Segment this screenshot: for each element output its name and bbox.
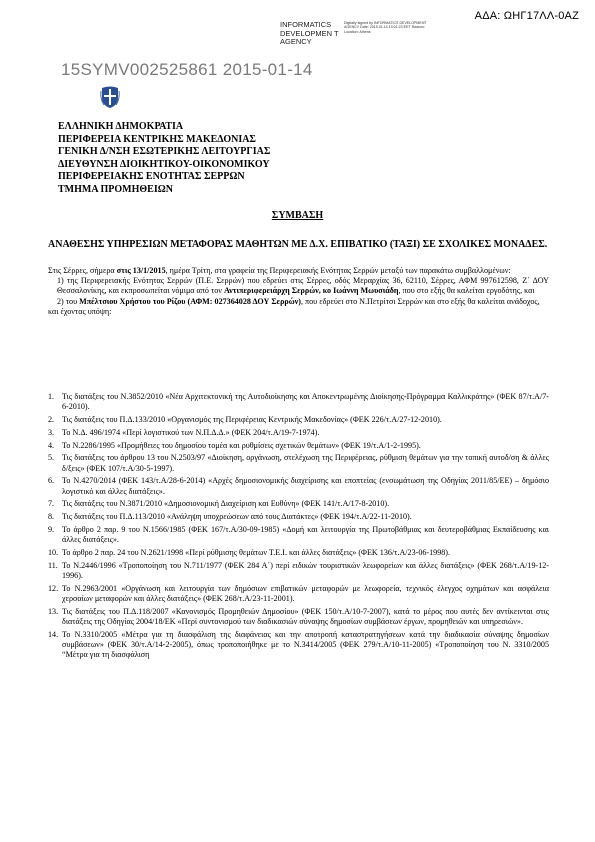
- list-item-number: 2.: [48, 415, 55, 424]
- greek-coat-of-arms-icon: [100, 85, 120, 109]
- contract-subject: ΑΝΑΘΕΣΗΣ ΥΠΗΡΕΣΙΩΝ ΜΕΤΑΦΟΡΑΣ ΜΑΘΗΤΩΝ ΜΕ Δ.Χ. ΕΠΙΒΑΤΙΚΟ (ΤΑΞΙ) ΣΕ ΣΧΟΛΙΚΕΣ ΜΟΝΑΔΕΣ.: [48, 239, 548, 250]
- list-item: [48, 453, 549, 473]
- list-item: [48, 548, 549, 558]
- list-item-text: Τις διατάξεις του Π.Δ.133/2010 «Οργανισμός της Περιφέρειας Κεντρικής Μακεδονίας» (ΦΕΚ 226/τ.Α/27-12-2010).: [62, 415, 442, 424]
- list-item: [48, 630, 549, 661]
- considering-line: και έχοντας υπόψη:: [48, 306, 112, 316]
- ada-code: ΑΔΑ: ΩΗΓ17ΛΛ-0ΑΖ: [474, 10, 579, 22]
- list-item: [48, 525, 549, 545]
- list-item-text: Τις διατάξεις του άρθρου 13 του Ν.2503/97 «Διοίκηση, οργάνωση, στελέχωση της Περιφέρειας, ρύθμιση θεμάτων για την τοπική αυτοδ/ση & άλλες δ/ξεις» (ΦΕΚ 107/τ.Α/30-5-1997).: [62, 453, 549, 473]
- contract-intro: [48, 266, 549, 317]
- list-item-number: 14.: [48, 629, 59, 639]
- list-item-text: Το Ν.2446/1996 «Τροποποίηση του Ν.711/1977 (ΦΕΚ 284 Α΄) περί ειδικών τουριστικών λεωφορείων και άλλες διατάξεις» (ΦΕΚ 268/τ.Α/19-12-1996).: [62, 560, 549, 580]
- digital-signature-block: [280, 19, 440, 59]
- list-item-number: 3.: [48, 427, 55, 437]
- header-line: ΕΛΛΗΝΙΚΗ ΔΗΜΟΚΡΑΤΙΑ: [58, 121, 184, 132]
- header-line: ΓΕΝΙΚΗ Δ/ΝΣΗ ΕΣΩΤΕΡΙΚΗΣ ΛΕΙΤΟΥΡΓΙΑΣ: [58, 146, 271, 158]
- protocol-number: 15SYMV002525861 2015-01-14: [61, 60, 313, 79]
- list-item-number: 12.: [48, 583, 59, 593]
- list-item: [48, 512, 549, 522]
- list-item-text: Το άρθρο 2 παρ. 24 του Ν.2621/1998 «Περί ρύθμισης θεμάτων Τ.Ε.Ι. και άλλες διατάξεις» (ΦΕΚ 136/τ.Α/23-06-1998).: [62, 547, 451, 557]
- list-item-number: 7.: [48, 499, 55, 509]
- list-item: [48, 476, 549, 496]
- header-line: ΠΕΡΙΦΕΡΕΙΑΚΗΣ ΕΝΟΤΗΤΑΣ ΣΕΡΡΩΝ: [58, 171, 245, 183]
- intro-paragraph: Στις Σέρρες, σήμερα στις 13/1/2015, ημέρα Τρίτη, στα γραφεία της Περιφερειακής Ενότητας Σερρών μεταξύ των παρακάτω συμβαλλομένων:: [48, 266, 511, 275]
- list-item-number: 4.: [48, 440, 55, 450]
- signature-org: INFORMATICS DEVELOPMEN T AGENCY: [280, 20, 339, 46]
- list-item: [48, 584, 549, 604]
- header-line: ΠΕΡΙΦΕΡΕΙΑ ΚΕΝΤΡΙΚΗΣ ΜΑΚΕΔΟΝΙΑΣ: [58, 133, 256, 145]
- list-item-number: 8.: [48, 512, 55, 522]
- party-contractor: 2) του Μπέλτσιου Χρήστου του Ρίζου (ΑΦΜ: 027364028 ΔΟΥ Σερρών), που εδρεύει στο Ν.Πετρίτσι Σερρών και στο εξής θα καλείται ανάδοχος,: [57, 296, 540, 306]
- list-item-text: Τις διατάξεις του Ν.3852/2010 «Νέα Αρχιτεκτονική της Αυτοδιοίκησης και Αποκεντρωμένης Διοίκησης-Πρόγραμμα Καλλικράτης» (ΦΕΚ 87/τ.Α/7-6-2010).: [62, 392, 549, 412]
- list-item-number: 5.: [48, 453, 55, 463]
- list-item-text: Τις διατάξεις του Π.Δ.118/2007 «Κανονισμός Προμηθειών Δημοσίου» (ΦΕΚ 150/τ.Α/10-7-2007), κατά το μέρος που αυτές δεν αντίκεινται στις διατάξεις της Οδηγίας 2004/18/ΕΚ «Περί συντονισμού των διαδικασιών σύναψης δημοσίων συμβάσεων έργων, προμηθειών και υπηρεσιών».: [62, 606, 549, 626]
- employer-representative: Αντιπεριφερειάρχη Σερρών, κο Ιωάννη Μωυσιάδη: [223, 286, 399, 296]
- list-item: [48, 561, 549, 581]
- header-line: ΔΙΕΥΘΥΝΣΗ ΔΙΟΙΚΗΤΙΚΟΥ-ΟΙΚΟΝΟΜΙΚΟΥ: [58, 158, 270, 170]
- issuer-header: [58, 121, 270, 197]
- considerations-list: [48, 392, 549, 663]
- list-item-text: Το Ν.3310/2005 «Μέτρα για τη διασφάλιση της διαφάνειας και την αποτροπή καταστρατηγήσεων κατά την διαδικασία σύναψης δημοσίων συμβάσεων» (ΦΕΚ 30/τ.Α/14-2-2005), όπως τροποποιήθηκε με το Ν.3414/2005 (ΦΕΚ 279/τ.Α/10-11-2005) «Τροποποίηση του Ν. 3310/2005 “Μέτρα για τη διασφάλιση: [62, 629, 549, 660]
- list-item: [48, 428, 549, 438]
- list-item-number: 1.: [48, 392, 55, 401]
- list-item-text: Το Ν.2963/2001 «Οργάνωση και λειτουργία των δημόσιων επιβατικών μεταφορών με λεωφορεία, τεχνικός έλεγχος οχημάτων και ασφάλεια χερσαίων μεταφορών και άλλες διατάξεις» (ΦΕΚ 268/τ.Α/23-11-2001).: [62, 583, 549, 603]
- list-item: [48, 499, 549, 509]
- party-employer: 1) της Περιφερειακής Ενότητας Σερρών (Π.Ε. Σερρών) που εδρεύει στις Σέρρες, οδός Μεραρχίας 36, 62110, Σέρρες, ΑΦΜ 997612598, Ζ΄ ΔΟΥ Θεσσαλονίκης, και εκπροσωπείται νόμιμα από τον Αντιπεριφερειάρχη Σερρών, κο Ιωάννη Μωυσιάδη, που στο εξής θα καλείται εργοδότης, και: [57, 276, 549, 296]
- list-item: [48, 392, 549, 412]
- list-item-text: Το άρθρο 2 παρ. 9 του Ν.1566/1985 (ΦΕΚ 167/τ.Α/30-09-1985) «Δομή και λειτουργία της Πρωτοβάθμιας και δευτεροβάθμιας Εκπαίδευσης και άλλες διατάξεις».: [62, 524, 549, 545]
- list-item-number: 6.: [48, 476, 55, 486]
- list-item-number: 11.: [48, 560, 58, 570]
- list-item-text: Τις διατάξεις του Ν.3871/2010 «Δημοσιονομική Διαχείριση και Ευθύνη» (ΦΕΚ 141/τ.Α/17-8-2010).: [62, 499, 390, 509]
- header-line: ΤΜΗΜΑ ΠΡΟΜΗΘΕΙΩΝ: [58, 183, 173, 195]
- document-title: ΣΥΜΒΑΣΗ: [271, 210, 324, 221]
- list-item-text: Το Ν.Δ. 496/1974 «Περί λογιστικού των Ν.Π.Δ.Δ.» (ΦΕΚ 204/τ.Α/19-7-1974).: [62, 427, 320, 437]
- list-item: [48, 607, 549, 627]
- list-item-number: 9.: [48, 524, 55, 534]
- signature-details: Digitally signed by INFORMATICS DEVELOPMENT AGENCY Date: 2015.01.14 13:01:23 EET Reason: Location: Athens: [344, 21, 427, 34]
- list-item: [48, 415, 549, 425]
- list-item-text: Το Ν.2286/1995 «Προμήθειες του δημοσίου τομέα και ρυθμίσεις σχετικών θεμάτων» (ΦΕΚ 19/τ.Α/1-2-1995).: [62, 440, 421, 450]
- contract-date: στις 13/1/2015: [116, 266, 166, 275]
- contractor-name: Μπέλτσιου Χρήστου του Ρίζου (ΑΦΜ: 027364028 ΔΟΥ Σερρών): [79, 296, 301, 306]
- list-item: [48, 441, 549, 451]
- list-item-number: 10.: [48, 547, 59, 557]
- list-item-number: 13.: [48, 606, 59, 616]
- list-item-text: Τις διατάξεις του Π.Δ.113/2010 «Ανάληψη υποχρεώσεων από τους Διατάκτες» (ΦΕΚ 194/τ.Α/22-11-2010).: [62, 512, 412, 522]
- list-item-text: Το Ν.4270/2014 (ΦΕΚ 143/τ.Α/28-6-2014) «Αρχές δημοσιονομικής διαχείρισης και εποπτείας (ενσωμάτωση της Οδηγίας 2011/85/ΕΕ) – δημόσιο λογιστικό και άλλες διατάξεις».: [62, 476, 549, 496]
